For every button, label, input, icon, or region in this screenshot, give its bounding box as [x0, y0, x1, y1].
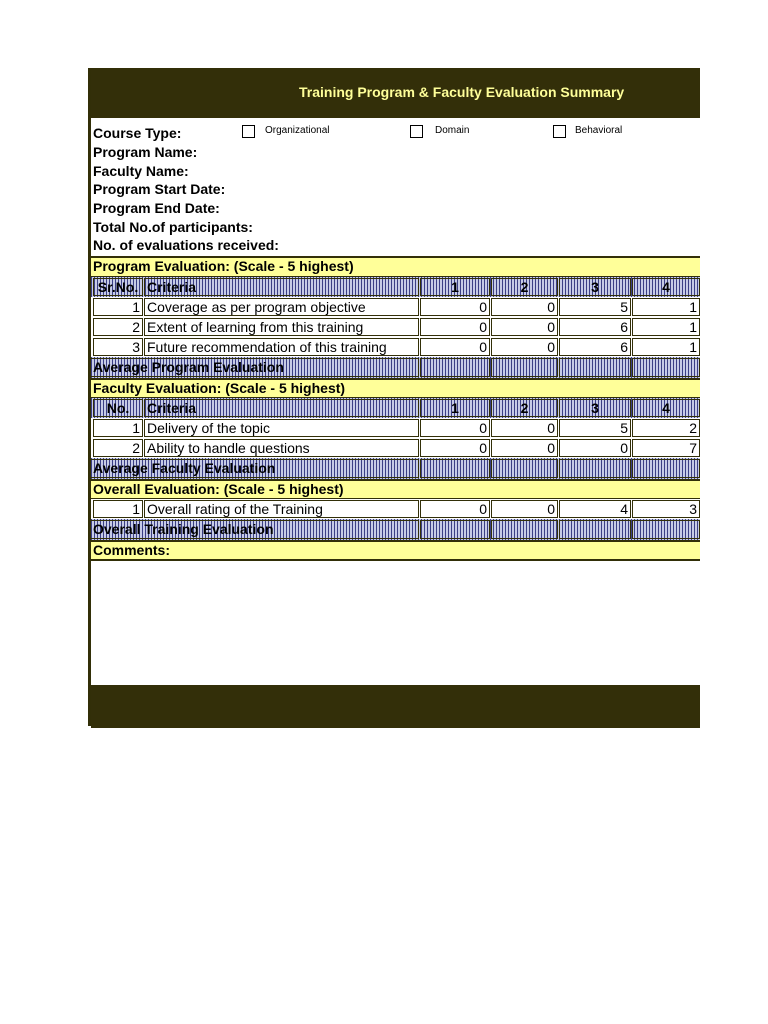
program-average-label: Average Program Evaluation [91, 358, 419, 377]
table-row [91, 499, 700, 519]
score-2-cell: 0 [491, 419, 558, 437]
criteria-cell: Overall rating of the Training [144, 500, 419, 518]
average-cell [559, 520, 631, 539]
course-type-label: Course Type: [93, 125, 182, 141]
comments-heading: Comments: [91, 540, 700, 561]
title-band [91, 70, 700, 118]
domain-checkbox[interactable] [410, 125, 423, 138]
col-scale-2-header: 2 [491, 399, 558, 417]
score-4-cell: 3 [632, 500, 700, 518]
average-cell [559, 459, 631, 478]
average-cell [632, 358, 700, 377]
overall-average-label: Overall Training Evaluation [91, 520, 419, 539]
score-4-cell: 1 [632, 318, 700, 336]
col-scale-4-header: 4 [632, 278, 700, 296]
criteria-cell: Ability to handle questions [144, 439, 419, 457]
score-1-cell: 0 [420, 439, 490, 457]
row-number: 2 [93, 439, 143, 457]
criteria-cell: Coverage as per program objective [144, 298, 419, 316]
criteria-cell: Future recommendation of this training [144, 338, 419, 356]
col-criteria-header: Criteria [144, 278, 419, 296]
score-3-cell: 5 [559, 298, 631, 316]
score-4-cell: 7 [632, 439, 700, 457]
start-date-label: Program Start Date: [93, 181, 226, 197]
col-scale-3-header: 3 [559, 399, 631, 417]
program-name-label: Program Name: [93, 144, 198, 160]
criteria-cell: Extent of learning from this training [144, 318, 419, 336]
score-1-cell: 0 [420, 318, 490, 336]
row-number: 2 [93, 318, 143, 336]
organizational-label: Organizational [265, 125, 330, 136]
table-row [91, 337, 700, 357]
organizational-checkbox[interactable] [242, 125, 255, 138]
table-row [91, 418, 700, 438]
col-criteria-header: Criteria [144, 399, 419, 417]
score-3-cell: 5 [559, 419, 631, 437]
participants-label: Total No.of participants: [93, 219, 253, 235]
col-no-header: No. [93, 399, 143, 417]
page-title: Training Program & Faculty Evaluation Summary [299, 84, 625, 100]
average-cell [420, 520, 490, 539]
score-2-cell: 0 [491, 500, 558, 518]
score-3-cell: 6 [559, 318, 631, 336]
score-1-cell: 0 [420, 500, 490, 518]
col-scale-4-header: 4 [632, 399, 700, 417]
score-3-cell: 4 [559, 500, 631, 518]
row-number: 3 [93, 338, 143, 356]
average-cell [632, 520, 700, 539]
faculty-average-label: Average Faculty Evaluation [91, 459, 419, 478]
average-cell [491, 459, 558, 478]
score-4-cell: 1 [632, 298, 700, 316]
average-cell [559, 358, 631, 377]
table-row [91, 317, 700, 337]
row-number: 1 [93, 500, 143, 518]
faculty-section-heading: Faculty Evaluation: (Scale - 5 highest) [91, 378, 700, 398]
behavioral-checkbox[interactable] [553, 125, 566, 138]
average-cell [491, 358, 558, 377]
score-1-cell: 0 [420, 338, 490, 356]
criteria-cell: Delivery of the topic [144, 419, 419, 437]
domain-label: Domain [435, 125, 470, 136]
col-no-header: Sr.No. [93, 278, 143, 296]
score-2-cell: 0 [491, 439, 558, 457]
score-1-cell: 0 [420, 298, 490, 316]
overall-average-row [91, 519, 700, 540]
score-2-cell: 0 [491, 318, 558, 336]
program-average-row [91, 357, 700, 378]
average-cell [632, 459, 700, 478]
average-cell [420, 459, 490, 478]
score-2-cell: 0 [491, 298, 558, 316]
col-scale-1-header: 1 [420, 278, 490, 296]
table-row [91, 438, 700, 458]
faculty-average-row [91, 458, 700, 479]
score-2-cell: 0 [491, 338, 558, 356]
program-header-row [91, 277, 700, 297]
behavioral-label: Behavioral [575, 125, 623, 136]
evaluation-sheet [88, 68, 700, 726]
score-3-cell: 0 [559, 439, 631, 457]
row-number: 1 [93, 298, 143, 316]
footer-band [91, 685, 700, 728]
table-row [91, 297, 700, 317]
average-cell [420, 358, 490, 377]
end-date-label: Program End Date: [93, 200, 220, 216]
score-4-cell: 2 [632, 419, 700, 437]
col-scale-2-header: 2 [491, 278, 558, 296]
score-3-cell: 6 [559, 338, 631, 356]
program-section-heading: Program Evaluation: (Scale - 5 highest) [91, 256, 700, 277]
faculty-header-row [91, 398, 700, 418]
comments-area[interactable] [91, 562, 700, 685]
overall-section-heading: Overall Evaluation: (Scale - 5 highest) [91, 479, 700, 499]
average-cell [491, 520, 558, 539]
row-number: 1 [93, 419, 143, 437]
col-scale-3-header: 3 [559, 278, 631, 296]
col-scale-1-header: 1 [420, 399, 490, 417]
score-1-cell: 0 [420, 419, 490, 437]
evaluations-label: No. of evaluations received: [93, 237, 279, 253]
faculty-name-label: Faculty Name: [93, 163, 189, 179]
score-4-cell: 1 [632, 338, 700, 356]
